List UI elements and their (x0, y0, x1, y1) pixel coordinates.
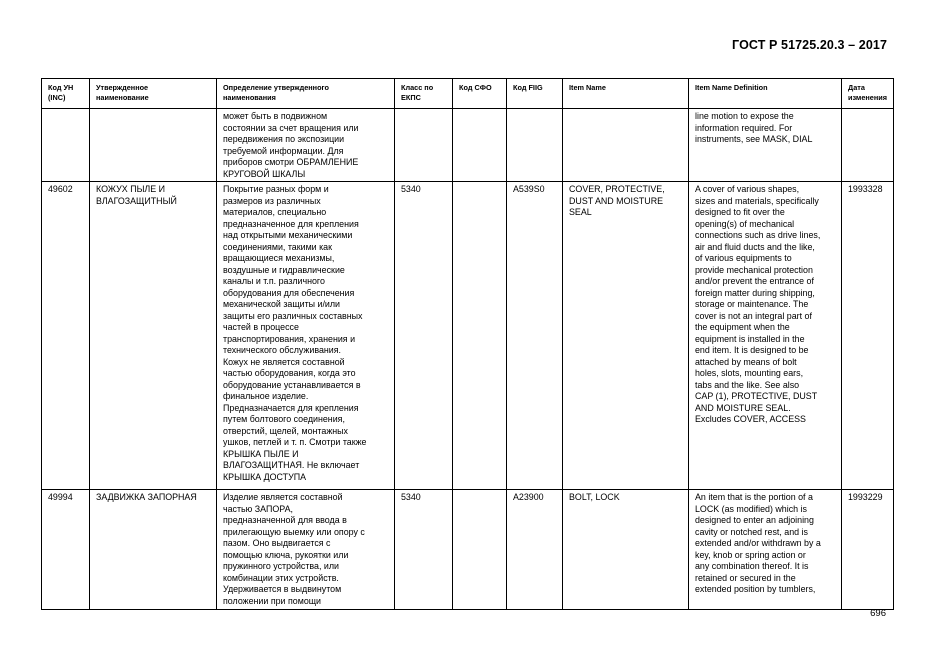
cell-inc: 49602 (42, 182, 90, 490)
cell-definition-ru: Покрытие разных форм и размеров из различных материалов, специально предназначенное для крепления над открытыми механическими соединениями, такими как вращающиеся механизмы, воздушные и гидравлические каналы и т.п. различного оборудования для обеспечения механической защиты и/или защиты его различных составных частей в процессе транспортирования, хранения и технического обслуживания. Кожух не является составной частью оборудования, когда это оборудование устанавливается в финальное изделие. Предназначается для крепления путем болтового соединения, отверстий, щелей, монтажных ушков, петлей и т. п. Смотри также КРЫШКА ПЫЛЕ И ВЛАГОЗАЩИТНАЯ. Не включает КРЫШКА ДОСТУПА (217, 182, 395, 490)
cell-item-definition: line motion to expose the information required. For instruments, see MASK, DIAL (689, 109, 842, 182)
cell-definition-ru: может быть в подвижном состоянии за счет вращения или передвижения по экспозиции требуемой информации. Для приборов смотри ОБРАМЛЕНИЕ КРУГОВОЙ ШКАЛЫ (217, 109, 395, 182)
column-header-item-name: Item Name (563, 79, 689, 109)
cell-fiig: A539S0 (507, 182, 563, 490)
column-header-definition: Определение утвержденного наименования (217, 79, 395, 109)
cell-sfo (453, 182, 507, 490)
cell-item-name (563, 109, 689, 182)
column-header-sfo: Код СФО (453, 79, 507, 109)
cell-inc (42, 109, 90, 182)
cell-name-ru: КОЖУХ ПЫЛЕ И ВЛАГОЗАЩИТНЫЙ (90, 182, 217, 490)
page-number: 696 (870, 608, 886, 619)
table-header-row (42, 79, 894, 109)
table-row (42, 490, 894, 610)
cell-item-name: COVER, PROTECTIVE, DUST AND MOISTURE SEAL (563, 182, 689, 490)
item-name-table (41, 78, 894, 610)
cell-item-name: BOLT, LOCK (563, 490, 689, 610)
cell-fiig: A23900 (507, 490, 563, 610)
cell-date (842, 109, 894, 182)
column-header-class: Класс по ЕКПС (395, 79, 453, 109)
cell-definition-ru: Изделие является составной частью ЗАПОРА, предназначенной для ввода в прилегающую выемку или опору с пазом. Оно выдвигается с помощью ключа, рукоятки или пружинного устройства, или комбинации этих устройств. Удерживается в выдвинутом положении при помощи (217, 490, 395, 610)
cell-item-definition: An item that is the portion of a LOCK (as modified) which is designed to enter an adjoining cavity or notched rest, and is extended and/or withdrawn by a key, knob or spring action or any combination thereof. It is retained or secured in the extended position by tumblers, (689, 490, 842, 610)
cell-inc: 49994 (42, 490, 90, 610)
column-header-inc: Код УН (INC) (42, 79, 90, 109)
cell-date: 1993328 (842, 182, 894, 490)
standard-title: ГОСТ Р 51725.20.3 – 2017 (732, 38, 887, 52)
cell-sfo (453, 490, 507, 610)
cell-name-ru (90, 109, 217, 182)
cell-sfo (453, 109, 507, 182)
cell-class (395, 109, 453, 182)
cell-date: 1993229 (842, 490, 894, 610)
column-header-approved-name: Утвержденное наименование (90, 79, 217, 109)
table-row (42, 109, 894, 182)
column-header-item-definition: Item Name Definition (689, 79, 842, 109)
cell-item-definition: A cover of various shapes, sizes and materials, specifically designed to fit over the opening(s) of mechanical connections such as drive lines, air and fluid ducts and the like, of various equipments to provide mechanical protection and/or prevent the entrance of foreign matter during shipping, storage or maintenance. The cover is not an integral part of the equipment when the equipment is installed in the end item. It is designed to be attached by means of bolt holes, slots, mounting ears, tabs and the like. See also CAP (1), PROTECTIVE, DUST AND MOISTURE SEAL. Excludes COVER, ACCESS (689, 182, 842, 490)
column-header-date: Дата изменения (842, 79, 894, 109)
cell-class: 5340 (395, 490, 453, 610)
column-header-fiig: Код FIIG (507, 79, 563, 109)
table-row (42, 182, 894, 490)
cell-fiig (507, 109, 563, 182)
cell-name-ru: ЗАДВИЖКА ЗАПОРНАЯ (90, 490, 217, 610)
cell-class: 5340 (395, 182, 453, 490)
